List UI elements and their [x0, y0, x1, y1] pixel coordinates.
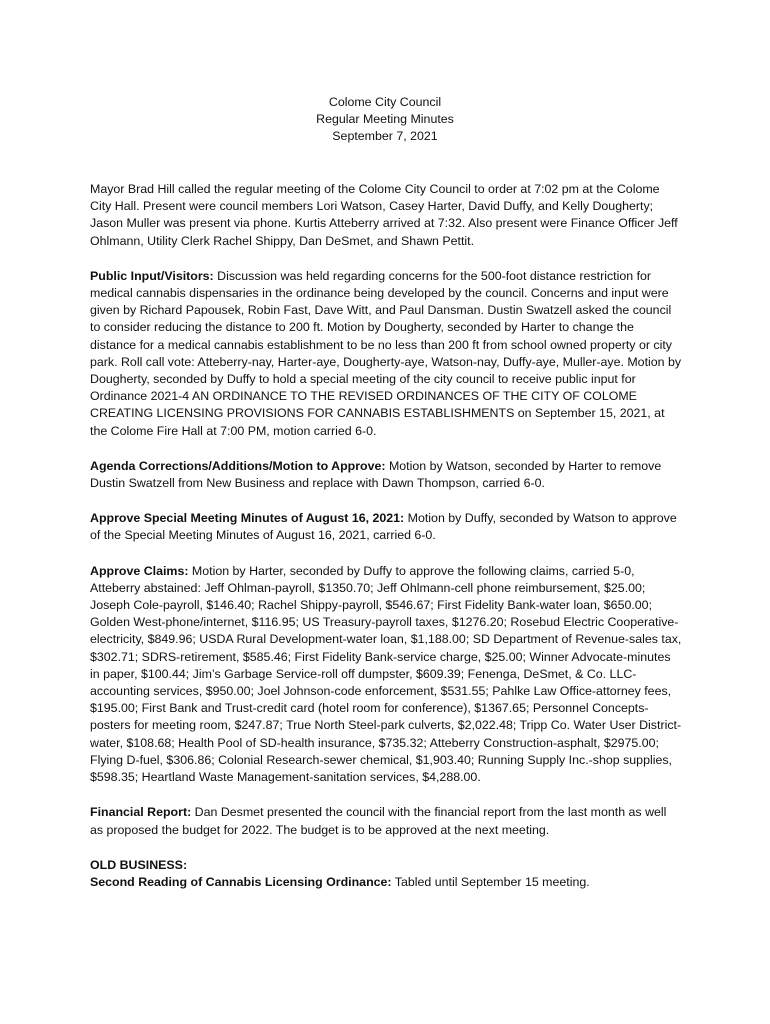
- document-body: [90, 181, 682, 909]
- second-reading-heading: Second Reading of Cannabis Licensing Ordinance:: [90, 874, 392, 889]
- claims-paragraph: [90, 563, 682, 787]
- special-minutes-paragraph: [90, 510, 682, 544]
- old-business-paragraph: [90, 857, 682, 891]
- special-minutes-heading: Approve Special Meeting Minutes of August 16, 2021:: [90, 511, 405, 526]
- intro-paragraph: Mayor Brad Hill called the regular meeting of the Colome City Council to order at 7:02 pm at the Colome City Hall. Present were council members Lori Watson, Casey Harter, David Duffy, and Kelly Dougherty; Jason Muller was present via phone. Kurtis Atteberry arrived at 7:32. Also present were Finance Officer Jeff Ohlmann, Utility Clerk Rachel Shippy, Dan DeSmet, and Shawn Pettit.: [90, 182, 678, 248]
- agenda-paragraph: [90, 458, 682, 492]
- financial-report-heading: Financial Report:: [90, 805, 192, 820]
- second-reading-text: Tabled until September 15 meeting.: [391, 874, 590, 889]
- agenda-heading: Agenda Corrections/Additions/Motion to Approve:: [90, 458, 386, 473]
- document-header: [0, 94, 770, 146]
- public-input-paragraph: [90, 268, 682, 440]
- council-name: Colome City Council: [328, 95, 442, 109]
- claims-heading: Approve Claims:: [90, 563, 189, 578]
- financial-report-text: Dan Desmet presented the council with the financial report from the last month as well as proposed the budget for 2022. The budget is to be approved at the next meeting.: [90, 805, 667, 837]
- agenda-text: Motion by Watson, seconded by Harter to remove Dustin Swatzell from New Business and replace with Dawn Thompson, carried 6-0.: [90, 458, 662, 491]
- meeting-date: September 7, 2021: [332, 129, 438, 144]
- public-input-text: Discussion was held regarding concerns for the 500-foot distance restriction for medical cannabis dispensaries in the ordinance being developed by the council. Concerns and input were given by Richard Papousek, Robin Fast, Dave Witt, and Paul Dansman. Dustin Swatzell asked the council to consider reducing the distance to 200 ft. Motion by Dougherty, seconded by Harter to change the distance for a medical cannabis establishment to be no less than 200 ft from school owned property or city park. Roll call vote: Atteberry-nay, Harter-aye, Dougherty-aye, Watson-nay, Duffy-aye, Muller-aye. Motion by Dougherty, seconded by Duffy to hold a special meeting of the city council to receive public input for Ordinance 2021-4 AN ORDINANCE TO THE REVISED ORDINANCES OF THE CITY OF COLOME CREATING LICENSING PROVISIONS FOR CANNABIS ESTABLISHMENTS on September 15, 2021, at the Colome Fire Hall at 7:00 PM, motion carried 6-0.: [90, 268, 682, 438]
- public-input-heading: Public Input/Visitors:: [90, 268, 214, 283]
- old-business-heading: OLD BUSINESS:: [90, 857, 188, 872]
- claims-text: Motion by Harter, seconded by Duffy to approve the following claims, carried 5-0, Atteberry abstained: Jeff Ohlman-payroll, $1350.70; Jeff Ohlmann-cell phone reimbursement, $25.00; Joseph Cole-payroll, $146.40; Rachel Shippy-payroll, $546.67; First Fidelity Bank-water loan, $650.00; Golden West-phone/internet, $116.95; US Treasury-payroll taxes, $1276.20; Rosebud Electric Cooperative-electricity, $849.96; USDA Rural Development-water loan, $1,188.00; SD Department of Revenue-sales tax, $302.71; SDRS-retirement, $585.46; First Fidelity Bank-service charge, $25.00; Winner Advocate-minutes in paper, $100.44; Jim’s Garbage Service-roll off dumpster, $609.39; Fenenga, DeSmet, & Co. LLC-accounting services, $950.00; Joel Johnson-code enforcement, $531.55; Pahlke Law Office-attorney fees, $195.00; First Bank and Trust-credit card (hotel room for conference), $1367.65; Personnel Concepts-posters for meeting room, $247.87; True North Steel-park culverts, $2,022.48; Tripp Co. Water User District-water, $108.68; Health Pool of SD-health insurance, $735.32; Atteberry Construction-asphalt, $2975.00; Flying D-fuel, $306.86; Colonial Research-sewer chemical, $1,903.40; Running Supply Inc.-shop supplies, $598.35; Heartland Waste Management-sanitation services, $4,288.00.: [90, 563, 682, 785]
- special-minutes-text: Motion by Duffy, seconded by Watson to approve of the Special Meeting Minutes of August 16, 2021, carried 6-0.: [90, 511, 677, 543]
- document-title: Regular Meeting Minutes: [316, 112, 454, 127]
- financial-report-paragraph: [90, 804, 682, 838]
